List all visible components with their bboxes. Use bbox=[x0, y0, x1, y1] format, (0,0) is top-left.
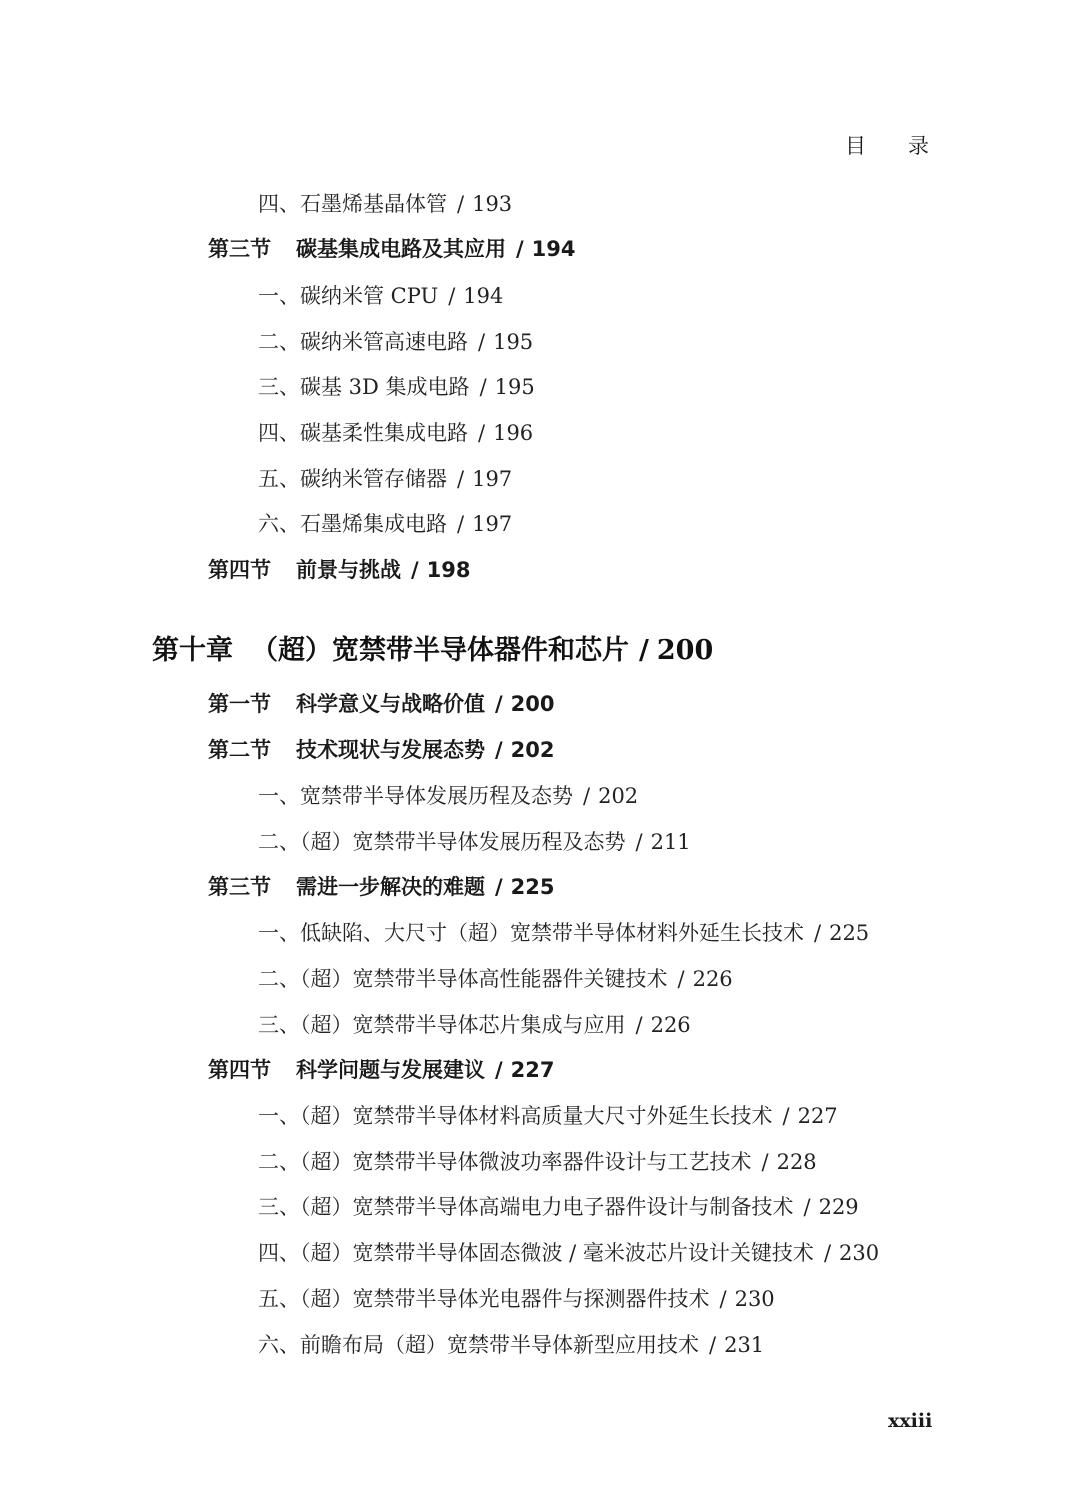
toc-subsection-entry bbox=[258, 508, 512, 538]
toc-page-separator: / bbox=[448, 284, 456, 308]
toc-entry-title: 三、（超）宽禁带半导体芯片集成与应用 bbox=[258, 1013, 626, 1037]
toc-section-entry bbox=[208, 871, 555, 901]
toc-page-separator: / bbox=[479, 375, 487, 399]
toc-page-separator: / bbox=[761, 1150, 769, 1174]
toc-entry-label: 第十章 bbox=[152, 635, 233, 666]
toc-entry-page: 227 bbox=[797, 1104, 838, 1128]
toc-entry-page: 211 bbox=[650, 830, 691, 854]
toc-page-separator: / bbox=[583, 784, 591, 808]
toc-page-separator: / bbox=[411, 558, 419, 582]
toc-subsection-entry bbox=[258, 1191, 859, 1221]
toc-entry-title: 需进一步解决的难题 bbox=[296, 875, 485, 899]
toc-subsection-entry bbox=[258, 1009, 691, 1039]
toc-page-separator: / bbox=[478, 421, 486, 445]
toc-entry-label: 第四节 bbox=[208, 558, 271, 582]
toc-section-entry bbox=[208, 233, 576, 263]
toc-entry-title: 一、低缺陷、大尺寸（超）宽禁带半导体材料外延生长技术 bbox=[258, 921, 804, 945]
toc-subsection-entry bbox=[258, 826, 691, 856]
toc-entry-page: 202 bbox=[510, 738, 555, 762]
toc-page-separator: / bbox=[457, 192, 465, 216]
toc-page-separator: / bbox=[782, 1104, 790, 1128]
toc-subsection-entry bbox=[258, 188, 512, 218]
toc-section-entry bbox=[208, 1054, 555, 1084]
toc-subsection-entry bbox=[258, 917, 869, 947]
toc-page-separator: / bbox=[719, 1287, 727, 1311]
toc-subsection-entry bbox=[258, 963, 733, 993]
toc-section-entry bbox=[208, 734, 555, 764]
toc-subsection-entry bbox=[258, 326, 533, 356]
toc-entry-title: 二、碳纳米管高速电路 bbox=[258, 330, 468, 354]
toc-entry-page: 202 bbox=[598, 784, 639, 808]
toc-page-separator: / bbox=[803, 1195, 811, 1219]
toc-page-separator: / bbox=[457, 512, 465, 536]
toc-entry-page: 226 bbox=[650, 1013, 691, 1037]
toc-entry-title: 三、（超）宽禁带半导体高端电力电子器件设计与制备技术 bbox=[258, 1195, 794, 1219]
toc-page-separator: / bbox=[635, 830, 643, 854]
toc-entry-page: 225 bbox=[510, 875, 555, 899]
toc-entry-title: 二、（超）宽禁带半导体微波功率器件设计与工艺技术 bbox=[258, 1150, 752, 1174]
toc-subsection-entry bbox=[258, 1146, 817, 1176]
toc-entry-page: 231 bbox=[724, 1333, 765, 1357]
toc-entry-title: （超）宽禁带半导体器件和芯片 bbox=[251, 635, 629, 666]
toc-subsection-entry bbox=[258, 371, 535, 401]
toc-entry-title: 五、碳纳米管存储器 bbox=[258, 467, 447, 491]
toc-page-separator: / bbox=[709, 1333, 717, 1357]
toc-page-separator: / bbox=[823, 1241, 832, 1265]
toc-entry-title: 六、石墨烯集成电路 bbox=[258, 512, 447, 536]
toc-subsection-entry bbox=[258, 1329, 764, 1359]
toc-entry-title: 技术现状与发展态势 bbox=[296, 738, 485, 762]
toc-page-separator: / bbox=[495, 1058, 503, 1082]
toc-entry-title: 四、（超）宽禁带半导体固态微波 / 毫米波芯片设计关键技术 bbox=[258, 1241, 814, 1265]
toc-entry-page: 226 bbox=[692, 967, 733, 991]
toc-page-separator: / bbox=[495, 738, 503, 762]
toc-section-entry bbox=[208, 554, 471, 584]
toc-subsection-entry bbox=[258, 1283, 775, 1313]
toc-entry-title: 四、碳基柔性集成电路 bbox=[258, 421, 468, 445]
running-head: 目录 bbox=[845, 134, 971, 158]
toc-entry-page: 195 bbox=[493, 330, 534, 354]
toc-page-separator: / bbox=[814, 921, 822, 945]
toc-page-separator: / bbox=[457, 467, 465, 491]
toc-entry-page: 230 bbox=[734, 1287, 775, 1311]
toc-page-separator: / bbox=[516, 237, 524, 261]
toc-section-entry bbox=[208, 688, 555, 718]
toc-entry-title: 科学意义与战略价值 bbox=[296, 692, 485, 716]
toc-entry-title: 三、碳基 3D 集成电路 bbox=[258, 375, 470, 399]
toc-entry-page: 198 bbox=[426, 558, 471, 582]
toc-page-separator: / bbox=[639, 635, 649, 666]
toc-subsection-entry bbox=[258, 1237, 879, 1267]
toc-page-separator: / bbox=[495, 692, 503, 716]
page-number: xxiii bbox=[888, 1410, 933, 1432]
toc-entry-label: 第一节 bbox=[208, 692, 271, 716]
toc-subsection-entry bbox=[258, 280, 503, 310]
toc-page-separator: / bbox=[635, 1013, 643, 1037]
toc-subsection-entry bbox=[258, 463, 512, 493]
toc-subsection-entry bbox=[258, 1100, 838, 1130]
toc-entry-page: 195 bbox=[494, 375, 535, 399]
toc-entry-title: 科学问题与发展建议 bbox=[296, 1058, 485, 1082]
toc-entry-page: 194 bbox=[531, 237, 576, 261]
toc-page-separator: / bbox=[478, 330, 486, 354]
toc-page-separator: / bbox=[677, 967, 685, 991]
toc-entry-title: 一、宽禁带半导体发展历程及态势 bbox=[258, 784, 573, 808]
toc-entry-title: 一、（超）宽禁带半导体材料高质量大尺寸外延生长技术 bbox=[258, 1104, 773, 1128]
toc-entry-page: 196 bbox=[493, 421, 534, 445]
toc-entry-page: 227 bbox=[510, 1058, 555, 1082]
toc-entry-title: 碳基集成电路及其应用 bbox=[296, 237, 506, 261]
toc-subsection-entry bbox=[258, 780, 638, 810]
toc-entry-title: 二、（超）宽禁带半导体高性能器件关键技术 bbox=[258, 967, 668, 991]
toc-entry-title: 五、（超）宽禁带半导体光电器件与探测器件技术 bbox=[258, 1287, 710, 1311]
toc-entry-page: 197 bbox=[472, 467, 513, 491]
toc-entry-title: 二、（超）宽禁带半导体发展历程及态势 bbox=[258, 830, 626, 854]
toc-entry-title: 六、前瞻布局（超）宽禁带半导体新型应用技术 bbox=[258, 1333, 699, 1357]
toc-entry-label: 第三节 bbox=[208, 237, 271, 261]
toc-subsection-entry bbox=[258, 417, 533, 447]
toc-entry-page: 229 bbox=[818, 1195, 859, 1219]
toc-entry-page: 228 bbox=[776, 1150, 817, 1174]
toc-entry-title: 前景与挑战 bbox=[296, 558, 401, 582]
toc-entry-page: 225 bbox=[829, 921, 870, 945]
toc-entry-page: 194 bbox=[463, 284, 504, 308]
toc-entry-page: 193 bbox=[472, 192, 513, 216]
toc-entry-page: 200 bbox=[510, 692, 555, 716]
toc-entry-page: 200 bbox=[656, 635, 714, 666]
toc-entry-label: 第三节 bbox=[208, 875, 271, 899]
toc-entry-page: 197 bbox=[472, 512, 513, 536]
toc-entry-title: 四、石墨烯基晶体管 bbox=[258, 192, 447, 216]
toc-entry-page: 230 bbox=[839, 1241, 880, 1265]
toc-entry-label: 第四节 bbox=[208, 1058, 271, 1082]
toc-entry-title: 一、碳纳米管 CPU bbox=[258, 284, 439, 308]
toc-entry-label: 第二节 bbox=[208, 738, 271, 762]
toc-chapter-entry bbox=[152, 628, 713, 667]
toc-page-separator: / bbox=[495, 875, 503, 899]
